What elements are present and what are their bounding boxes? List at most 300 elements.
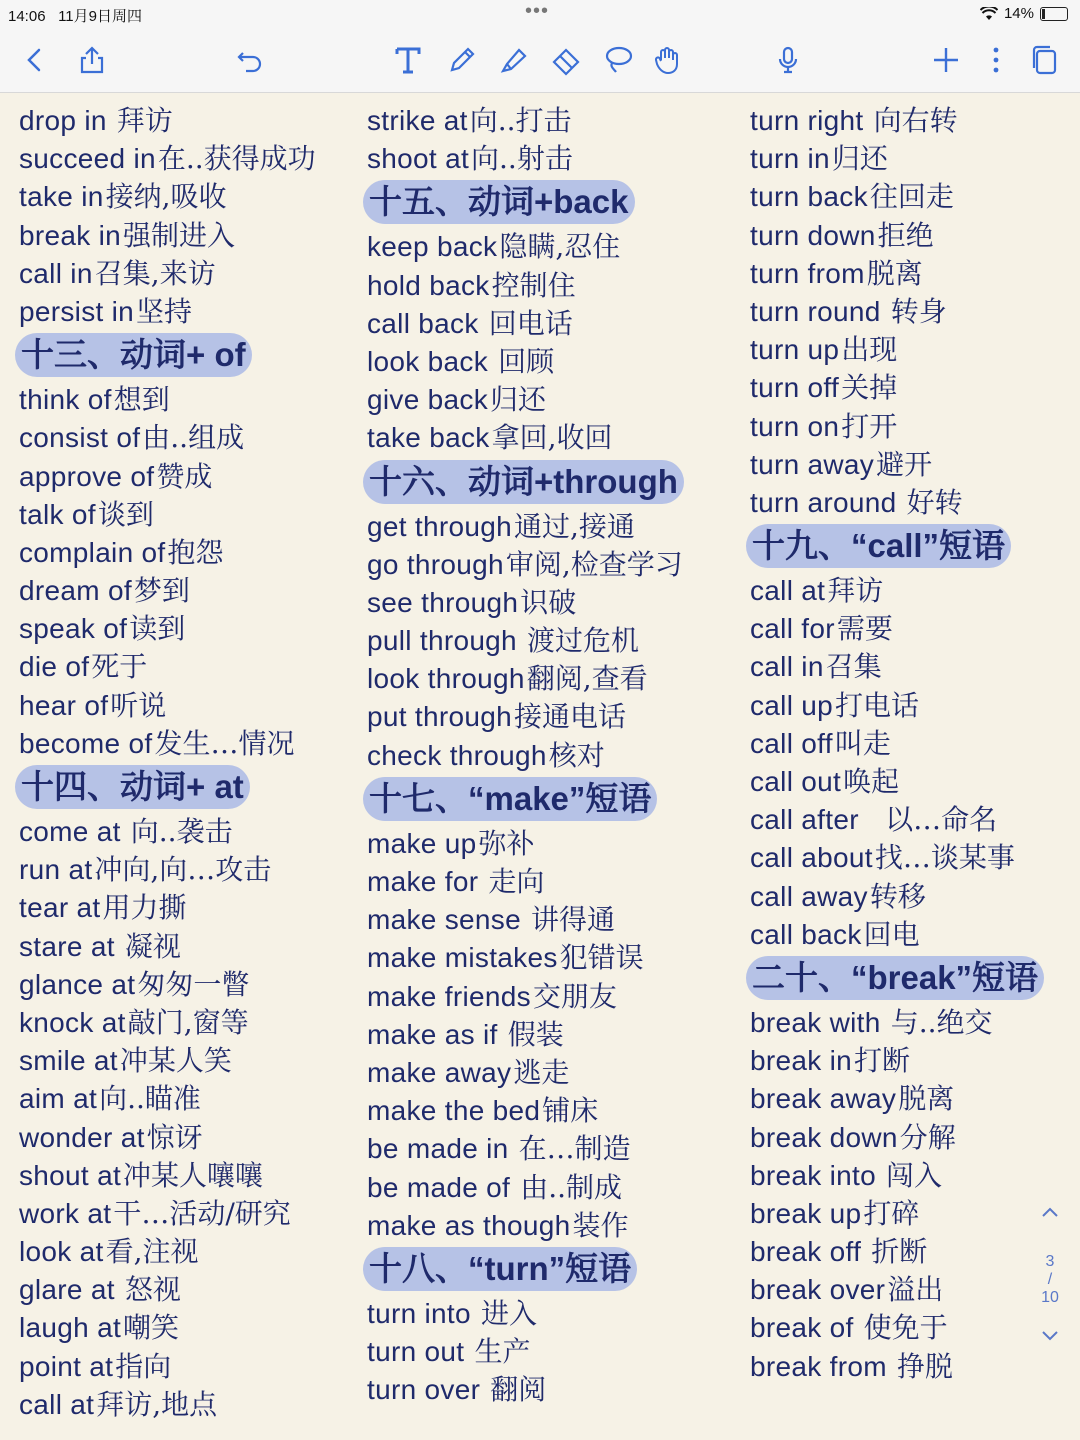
- add-icon[interactable]: [928, 42, 964, 78]
- phrase-row: [367, 102, 684, 140]
- phrase-chinese: 控制住: [491, 268, 576, 302]
- phrase-chinese: 用力撕: [102, 891, 187, 925]
- phrase-row: [367, 140, 684, 178]
- phrase-english: make for: [367, 866, 487, 897]
- phrase-row: [750, 178, 1044, 216]
- phrase-chinese: 审阅,检查学习: [505, 547, 683, 581]
- phrase-english: call at: [19, 1388, 95, 1420]
- phrase-chinese: 归还: [490, 383, 547, 417]
- phrase-row: [750, 217, 1044, 255]
- phrase-row: [367, 1092, 684, 1130]
- scroll-up-chevron-icon[interactable]: [1030, 1205, 1070, 1245]
- phrase-english: turn around: [750, 486, 905, 518]
- phrase-english: stare at: [19, 930, 123, 962]
- phrase-english: turn round: [750, 295, 889, 327]
- scroll-down-chevron-icon[interactable]: [1030, 1329, 1070, 1347]
- phrase-chinese: 读到: [129, 612, 186, 646]
- phrase-row: [750, 839, 1044, 877]
- phrase-english: drop in: [19, 105, 115, 136]
- phrase-english: smile at: [19, 1045, 118, 1077]
- phrase-chinese: 核对: [548, 738, 605, 772]
- eraser-icon[interactable]: [548, 42, 584, 78]
- phrase-chinese: 赞成: [156, 459, 213, 493]
- phrase-chinese: 打断: [854, 1044, 911, 1078]
- phrase-english: turn in: [750, 143, 830, 175]
- phrase-row: [19, 1233, 316, 1271]
- phrase-row: [19, 1119, 316, 1157]
- phrase-chinese: 分解: [899, 1120, 956, 1154]
- page-current: 3: [1045, 1253, 1055, 1270]
- hand-tool-icon[interactable]: [650, 42, 686, 78]
- phrase-english: hold back: [367, 269, 490, 301]
- phrase-chinese: 识破: [520, 585, 577, 619]
- phrase-row: [19, 1042, 316, 1080]
- phrase-english: turn over: [367, 1374, 489, 1406]
- phrase-row: [19, 178, 316, 216]
- phrase-row: [750, 331, 1044, 369]
- text-tool-icon[interactable]: [390, 42, 426, 78]
- phrase-chinese: 隐瞒,忍住: [499, 230, 621, 264]
- phrase-english: make mistakes: [367, 942, 558, 974]
- phrase-row: [367, 622, 684, 660]
- phrase-chinese: 避开: [876, 447, 933, 481]
- section-heading-row: [367, 1245, 684, 1295]
- section-heading: 十五、动词+back: [363, 180, 635, 224]
- phrase-chinese: 生产: [474, 1335, 531, 1369]
- phrase-chinese: 犯错误: [559, 941, 644, 975]
- phrase-row: [19, 1348, 316, 1386]
- phrase-row: [750, 1157, 1044, 1195]
- phrase-chinese: 发生…情况: [154, 726, 295, 760]
- phrase-english: call in: [19, 257, 93, 289]
- phrase-row: [750, 102, 1044, 140]
- phrase-chinese: 在…制造: [518, 1132, 631, 1166]
- phrase-row: [19, 255, 316, 293]
- phrase-chinese: 由..组成: [142, 421, 245, 455]
- phrase-chinese: 召集,来访: [94, 256, 216, 290]
- phrase-english: call away: [750, 880, 868, 912]
- phrase-english: break with: [750, 1006, 889, 1038]
- phrase-row: [750, 1080, 1044, 1118]
- phrase-row: [750, 140, 1044, 178]
- phrase-english: shoot at: [367, 143, 470, 175]
- phrase-english: break down: [750, 1121, 898, 1153]
- phrase-chinese: 铺床: [542, 1094, 599, 1128]
- phrase-english: think of: [19, 384, 112, 416]
- phrase-english: call after: [750, 804, 884, 836]
- phrase-english: die of: [19, 651, 90, 683]
- phrase-row: [367, 267, 684, 305]
- phrase-row: [19, 610, 316, 648]
- phrase-chinese: 回电: [863, 917, 920, 951]
- phrase-chinese: 由..制成: [520, 1170, 622, 1204]
- phrase-row: [367, 698, 684, 736]
- phrase-chinese: 死于: [91, 650, 148, 684]
- phrase-english: call up: [750, 689, 834, 721]
- phrase-english: make as though: [367, 1209, 571, 1241]
- phrase-english: put through: [367, 701, 512, 733]
- phrase-english: call at: [750, 575, 826, 607]
- phrase-english: call in: [750, 651, 824, 683]
- phrase-english: give back: [367, 384, 488, 416]
- phrase-chinese: 想到: [113, 383, 170, 417]
- phrase-row: [19, 419, 316, 457]
- phrase-row: [750, 916, 1044, 954]
- phrase-english: turn right: [750, 105, 872, 136]
- phrase-chinese: 找…谈某事: [874, 841, 1015, 875]
- phrase-row: [19, 140, 316, 178]
- section-heading-row: [367, 775, 684, 825]
- phrase-row: [19, 458, 316, 496]
- section-heading: 十九、“call”短语: [746, 524, 1011, 568]
- phrase-row: [367, 546, 684, 584]
- phrase-chinese: 抱怨: [167, 535, 224, 569]
- phrase-english: look at: [19, 1236, 104, 1268]
- status-time: 14:06 11月9日周四: [8, 8, 142, 25]
- phrase-row: [19, 496, 316, 534]
- note-column-3: [750, 102, 1044, 1386]
- phrase-chinese: 打碎: [863, 1196, 920, 1230]
- phrase-chinese: 叫走: [834, 726, 891, 760]
- phrase-row: [750, 878, 1044, 916]
- phrase-chinese: 回电话: [488, 306, 573, 340]
- phrase-row: [750, 1004, 1044, 1042]
- phrase-row: [367, 343, 684, 381]
- phrase-chinese: 溢出: [887, 1273, 944, 1307]
- undo-icon[interactable]: [232, 42, 268, 78]
- phrase-english: turn on: [750, 410, 840, 442]
- phrase-english: approve of: [19, 460, 155, 492]
- phrase-chinese: 进入: [480, 1296, 537, 1330]
- phrase-english: succeed in: [19, 143, 156, 175]
- page-separator: /: [1047, 1271, 1053, 1288]
- phrase-english: make sense: [367, 904, 530, 936]
- phrase-row: [750, 572, 1044, 610]
- phrase-english: glance at: [19, 968, 136, 1000]
- phrase-chinese: 假装: [507, 1017, 564, 1051]
- phrase-english: break into: [750, 1159, 885, 1191]
- phrase-chinese: 装作: [572, 1208, 629, 1242]
- phrase-english: consist of: [19, 422, 141, 454]
- phrase-row: [19, 1386, 316, 1424]
- phrase-chinese: 折断: [871, 1235, 928, 1269]
- phrase-chinese: 关掉: [841, 371, 898, 405]
- phrase-row: [19, 851, 316, 889]
- toolbar: [0, 28, 1080, 93]
- phrase-english: look back: [367, 345, 497, 377]
- phrase-english: break in: [19, 219, 122, 251]
- phrase-chinese: 匆匆一瞥: [137, 967, 250, 1001]
- phrase-chinese: 与..绝交: [890, 1005, 993, 1039]
- phrase-row: [19, 1271, 316, 1309]
- phrase-row: [19, 725, 316, 763]
- phrase-row: [19, 102, 316, 140]
- phrase-chinese: 拒绝: [877, 218, 934, 252]
- phrase-english: break away: [750, 1083, 897, 1115]
- phrase-row: [19, 1080, 316, 1118]
- phrase-english: knock at: [19, 1006, 126, 1038]
- phrase-chinese: 接纳,吸收: [105, 180, 227, 214]
- phrase-row: [19, 381, 316, 419]
- phrase-row: [19, 1157, 316, 1195]
- phrase-row: [367, 939, 684, 977]
- phrase-english: break up: [750, 1197, 862, 1229]
- phrase-row: [750, 687, 1044, 725]
- phrase-row: [750, 725, 1044, 763]
- phrase-chinese: 往回走: [869, 180, 954, 214]
- phrase-english: dream of: [19, 575, 132, 607]
- phrase-row: [750, 408, 1044, 446]
- phrase-english: be made in: [367, 1133, 517, 1165]
- phrase-row: [19, 534, 316, 572]
- page-total: 10: [1041, 1289, 1059, 1306]
- section-heading: 十七、“make”短语: [363, 777, 657, 821]
- phrase-chinese: 听说: [110, 688, 167, 722]
- phrase-chinese: 拜访,地点: [96, 1387, 218, 1421]
- phrase-row: [750, 1195, 1044, 1233]
- phrase-chinese: 向..打击: [469, 104, 572, 137]
- section-heading-row: [750, 522, 1044, 572]
- phrase-row: [19, 966, 316, 1004]
- phrase-row: [19, 813, 316, 851]
- phrase-english: take back: [367, 422, 490, 454]
- phrase-chinese: 走向: [488, 865, 545, 898]
- phrase-chinese: 嘲笑: [123, 1311, 180, 1345]
- phrase-chinese: 谈到: [97, 497, 154, 531]
- phrase-chinese: 脱离: [898, 1082, 955, 1116]
- phrase-row: [19, 1309, 316, 1347]
- phrase-row: [367, 419, 684, 457]
- phrase-english: make away: [367, 1056, 512, 1088]
- phrase-chinese: 在..获得成功: [157, 142, 316, 176]
- phrase-english: work at: [19, 1197, 112, 1229]
- section-heading-row: [19, 331, 316, 381]
- more-icon[interactable]: [978, 42, 1014, 78]
- phrase-row: [750, 763, 1044, 801]
- phrase-english: shout at: [19, 1159, 122, 1191]
- note-column-1: [19, 102, 316, 1424]
- phrase-english: make as if: [367, 1018, 506, 1050]
- phrase-english: check through: [367, 739, 547, 771]
- phrase-english: hear of: [19, 689, 109, 721]
- pen-icon[interactable]: [444, 42, 480, 78]
- phrase-chinese: 以…命名: [885, 803, 998, 837]
- phrase-english: break off: [750, 1236, 870, 1268]
- phrase-chinese: 交朋友: [532, 979, 617, 1013]
- phrase-row: [367, 305, 684, 343]
- phrase-english: look through: [367, 663, 525, 695]
- phrase-chinese: 归还: [831, 142, 888, 176]
- phrase-english: turn into: [367, 1297, 479, 1329]
- phrase-chinese: 向..射击: [471, 142, 573, 176]
- phrase-chinese: 拿回,收回: [491, 421, 613, 455]
- section-heading-row: [367, 458, 684, 508]
- phrase-row: [367, 381, 684, 419]
- phrase-english: turn from: [750, 257, 865, 289]
- phrase-english: break in: [750, 1045, 853, 1077]
- phrase-row: [750, 801, 1044, 839]
- phrase-english: talk of: [19, 498, 96, 530]
- phrase-row: [750, 293, 1044, 331]
- phrase-english: turn out: [367, 1336, 473, 1368]
- phrase-chinese: 冲某人笑: [119, 1044, 232, 1078]
- phrase-chinese: 惊讶: [146, 1120, 203, 1154]
- phrase-row: [367, 1295, 684, 1333]
- phrase-english: turn away: [750, 448, 875, 480]
- phrase-chinese: 好转: [906, 485, 963, 519]
- phrase-english: turn down: [750, 219, 876, 251]
- back-icon[interactable]: [16, 42, 52, 78]
- phrase-english: see through: [367, 586, 519, 618]
- phrase-chinese: 向右转: [873, 104, 958, 137]
- phrase-english: call for: [750, 613, 835, 645]
- phrase-row: [367, 228, 684, 266]
- highlighter-icon[interactable]: [496, 42, 532, 78]
- pages-icon[interactable]: [1026, 42, 1062, 78]
- phrase-english: take in: [19, 181, 104, 213]
- phrase-row: [367, 660, 684, 698]
- phrase-row: [367, 863, 684, 901]
- phrase-english: strike at: [367, 105, 468, 136]
- phrase-row: [750, 1309, 1044, 1347]
- phrase-chinese: 通过,接通: [513, 509, 635, 543]
- phrase-chinese: 强制进入: [123, 218, 236, 252]
- phrase-row: [750, 1233, 1044, 1271]
- phrase-chinese: 拜访: [116, 104, 173, 137]
- share-icon[interactable]: [74, 42, 110, 78]
- phrase-chinese: 需要: [836, 612, 893, 646]
- phrase-english: call about: [750, 842, 873, 874]
- battery-percent: 14%: [1003, 5, 1034, 22]
- note-column-2: [367, 102, 684, 1409]
- phrase-row: [367, 901, 684, 939]
- section-heading: 十八、“turn”短语: [363, 1247, 637, 1291]
- phrase-row: [19, 889, 316, 927]
- phrase-row: [750, 446, 1044, 484]
- phrase-english: break of: [750, 1312, 862, 1344]
- phrase-english: tear at: [19, 892, 101, 924]
- phrase-row: [367, 508, 684, 546]
- phrase-english: keep back: [367, 231, 498, 263]
- phrase-row: [19, 928, 316, 966]
- section-heading: 二十、“break”短语: [746, 956, 1044, 1000]
- phrase-english: complain of: [19, 536, 166, 568]
- phrase-row: [367, 825, 684, 863]
- phrase-english: turn off: [750, 372, 840, 404]
- phrase-english: break from: [750, 1350, 895, 1382]
- microphone-icon[interactable]: [770, 42, 806, 78]
- section-heading-row: [750, 954, 1044, 1004]
- phrase-english: call back: [750, 918, 862, 950]
- phrase-row: [19, 1195, 316, 1233]
- phrase-chinese: 向..袭击: [130, 815, 233, 848]
- phrase-row: [367, 1371, 684, 1409]
- phrase-english: make up: [367, 827, 477, 859]
- phrase-chinese: 转移: [869, 879, 926, 913]
- phrase-chinese: 出现: [841, 333, 898, 367]
- phrase-english: glare at: [19, 1274, 123, 1306]
- phrase-chinese: 唤起: [843, 765, 900, 798]
- phrase-english: speak of: [19, 613, 128, 645]
- phrase-row: [367, 1207, 684, 1245]
- phrase-english: be made of: [367, 1171, 519, 1203]
- phrase-row: [367, 584, 684, 622]
- phrase-english: aim at: [19, 1083, 98, 1115]
- phrase-english: persist in: [19, 295, 135, 327]
- phrase-chinese: 使免于: [863, 1311, 948, 1345]
- page-indicator: [1030, 1205, 1070, 1347]
- phrase-row: [750, 369, 1044, 407]
- phrase-english: run at: [19, 854, 93, 886]
- phrase-english: make friends: [367, 980, 531, 1012]
- phrase-row: [367, 1054, 684, 1092]
- phrase-chinese: 回顾: [498, 344, 555, 378]
- phrase-row: [750, 484, 1044, 522]
- phrase-english: get through: [367, 510, 512, 542]
- phrase-chinese: 拜访: [827, 574, 884, 608]
- phrase-english: turn back: [750, 181, 868, 213]
- phrase-chinese: 接通电话: [513, 700, 626, 734]
- phrase-row: [19, 648, 316, 686]
- phrase-row: [19, 572, 316, 610]
- battery-icon: [1040, 7, 1068, 21]
- status-bar: [0, 0, 1080, 28]
- phrase-row: [367, 978, 684, 1016]
- phrase-chinese: 脱离: [866, 256, 923, 290]
- section-heading: 十六、动词+through: [363, 460, 684, 504]
- phrase-row: [19, 1004, 316, 1042]
- phrase-row: [750, 255, 1044, 293]
- phrase-chinese: 讲得通: [531, 903, 616, 937]
- phrase-english: laugh at: [19, 1312, 122, 1344]
- phrase-english: call off: [750, 727, 833, 759]
- phrase-chinese: 冲向,向…攻击: [94, 853, 272, 887]
- phrase-chinese: 挣脱: [896, 1349, 953, 1383]
- multitasking-dots-icon[interactable]: •••: [525, 0, 550, 22]
- phrase-chinese: 召集: [825, 650, 882, 684]
- phrase-chinese: 看,注视: [105, 1235, 199, 1269]
- phrase-chinese: 翻阅: [490, 1373, 547, 1407]
- phrase-row: [19, 687, 316, 725]
- phrase-chinese: 翻阅,查看: [526, 662, 648, 696]
- phrase-chinese: 转身: [890, 294, 947, 328]
- phrase-english: point at: [19, 1350, 114, 1382]
- phrase-row: [367, 1130, 684, 1168]
- phrase-row: [750, 648, 1044, 686]
- phrase-chinese: 凝视: [124, 929, 181, 963]
- phrase-chinese: 渡过危机: [527, 624, 640, 658]
- phrase-row: [750, 1119, 1044, 1157]
- wifi-icon: [980, 7, 998, 21]
- phrase-row: [19, 217, 316, 255]
- phrase-chinese: 敲门,窗等: [127, 1005, 249, 1039]
- phrase-row: [367, 1333, 684, 1371]
- phrase-chinese: 坚持: [136, 294, 193, 328]
- phrase-row: [19, 293, 316, 331]
- phrase-chinese: 梦到: [133, 574, 190, 608]
- section-heading-row: [19, 763, 316, 813]
- section-heading: 十三、动词+ of: [15, 333, 252, 377]
- phrase-row: [750, 610, 1044, 648]
- phrase-chinese: 逃走: [513, 1055, 570, 1089]
- lasso-icon[interactable]: [600, 42, 636, 78]
- phrase-chinese: 闯入: [886, 1158, 943, 1192]
- phrase-chinese: 向..瞄准: [99, 1082, 201, 1116]
- phrase-english: come at: [19, 816, 129, 847]
- phrase-row: [367, 1016, 684, 1054]
- phrase-english: break over: [750, 1274, 886, 1306]
- phrase-row: [750, 1042, 1044, 1080]
